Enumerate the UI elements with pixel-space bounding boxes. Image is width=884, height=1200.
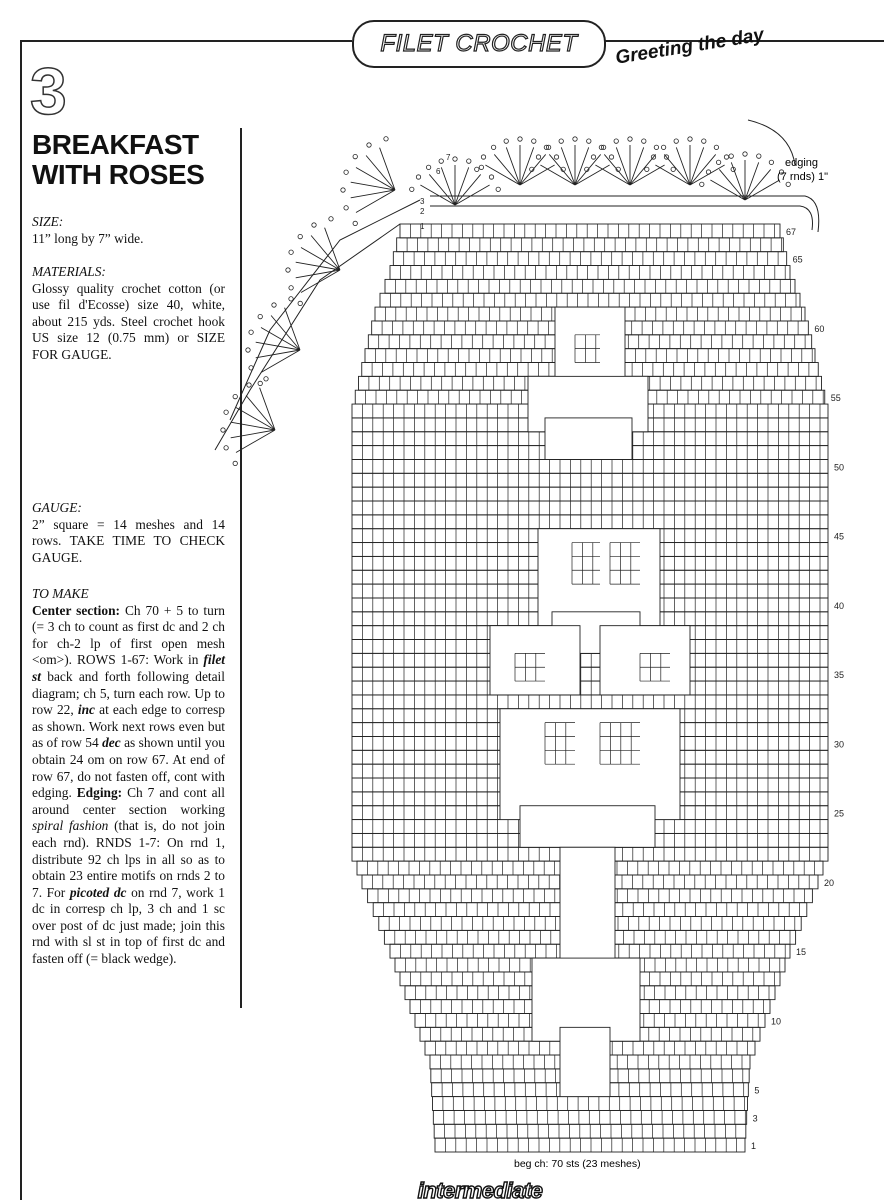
row-label: 45 — [834, 531, 845, 542]
edging-round — [430, 206, 813, 230]
picot-dot — [642, 139, 646, 143]
mesh-stitches — [407, 238, 781, 252]
mesh-row — [385, 279, 795, 293]
round-label: 3 — [420, 197, 425, 206]
picot-dot — [258, 314, 262, 318]
picot-dot — [628, 137, 632, 141]
picot-dot — [272, 303, 276, 307]
picot-dot — [573, 137, 577, 141]
mesh-stitches — [362, 653, 820, 667]
picot-dot — [453, 157, 457, 161]
mesh-stitches — [395, 279, 790, 293]
round-label: 6 — [436, 167, 441, 176]
title-line-2: WITH ROSES — [32, 159, 205, 190]
mesh-row — [352, 501, 828, 515]
picot-dot — [289, 250, 293, 254]
row-label: 60 — [814, 323, 825, 334]
motif-solid-block — [600, 626, 690, 695]
mesh-stitches — [444, 1110, 746, 1124]
mesh-stitches — [390, 293, 796, 307]
picot-dot — [536, 155, 540, 159]
skill-level-badge: intermediate — [417, 1178, 543, 1200]
picot-dot — [479, 165, 483, 169]
picot-dot — [246, 348, 250, 352]
mesh-stitches — [362, 695, 820, 709]
picot-dot — [661, 145, 665, 149]
row-labels — [751, 227, 844, 1151]
edging-fan — [485, 145, 554, 185]
picot-dot — [249, 366, 253, 370]
picot-dot — [353, 221, 357, 225]
mesh-stitches — [362, 515, 820, 529]
gauge-heading: GAUGE: — [32, 500, 82, 515]
beg-ch-label: beg ch: 70 sts (23 meshes) — [514, 1158, 641, 1170]
picot-dot — [743, 152, 747, 156]
mesh-row — [352, 487, 828, 501]
mesh-stitches — [445, 1138, 736, 1152]
gauge-text: 2” square = 14 meshes and 14 rows. TAKE TIME TO CHECK GAUGE. — [32, 516, 225, 565]
picot-dot — [286, 268, 290, 272]
section-tab-label: FILET CROCHET — [380, 30, 578, 57]
mesh-stitches — [404, 252, 778, 266]
edging-text-2: (that is, do not join each rnd). RNDS 1-7: On rnd 1, distribute 92 ch lps in all so as to obtain 23 entire motifs on rnds 2 to 7. For — [32, 818, 225, 900]
mesh-stitches — [362, 501, 820, 515]
mesh-stitches — [362, 473, 820, 487]
mesh-row — [433, 1097, 748, 1111]
picot-dot — [671, 167, 675, 171]
picot-dot — [224, 446, 228, 450]
mesh-stitches — [362, 681, 820, 695]
picot-dot — [716, 160, 720, 164]
picot-dot — [258, 381, 262, 385]
picot-dot — [688, 137, 692, 141]
motif-solid-block — [560, 1027, 610, 1096]
motif-solid-block — [545, 418, 632, 460]
row-label: 3 — [752, 1113, 758, 1124]
picot-dot — [416, 175, 420, 179]
picot-dot — [518, 137, 522, 141]
round-label: 2 — [420, 207, 425, 216]
picot-dot — [769, 160, 773, 164]
picot-dot — [367, 143, 371, 147]
mesh-stitches — [362, 460, 820, 474]
row-label: 35 — [834, 670, 845, 681]
edging-diagram — [215, 137, 819, 466]
edging-fan — [710, 160, 779, 200]
picot-dot — [289, 297, 293, 301]
row-label: 20 — [824, 877, 835, 888]
picot-dot — [554, 155, 558, 159]
picot-dot — [298, 234, 302, 238]
row-label: 30 — [834, 739, 845, 750]
picot-dot — [312, 223, 316, 227]
row-label: 55 — [830, 393, 841, 404]
motif-solid-block — [538, 529, 660, 626]
mesh-row — [435, 1138, 745, 1152]
to-make-heading: TO MAKE — [32, 586, 89, 601]
picot-dot — [249, 330, 253, 334]
edging-text-3: on rnd 7, work 1 dc in corresp ch lp, 3 ch and 1 sc over post of dc just made; join this rnd with sl st in top of first dc and fasten off (= black wedge). — [32, 884, 225, 967]
edging-note-line-1: edging — [785, 157, 819, 169]
mesh-row — [352, 515, 828, 529]
picot-dot — [496, 187, 500, 191]
row-label: 15 — [796, 947, 807, 958]
mesh-row — [390, 266, 790, 280]
picot-dot — [587, 139, 591, 143]
picot-dot — [645, 167, 649, 171]
picot-dot — [559, 139, 563, 143]
picoted-term: picoted dc — [69, 884, 127, 900]
picot-dot — [344, 170, 348, 174]
tagline: Greeting the day — [614, 24, 766, 69]
mesh-row — [352, 459, 828, 473]
mesh-row — [433, 1110, 746, 1124]
materials-text: Glossy quality crochet cotton (or use fil d'Ecosse) size 40, white, about 215 yds. Steel crochet hook US size 12 (0.75 mm) or SIZE FOR GAUGE. — [32, 280, 225, 362]
size-heading: SIZE: — [32, 214, 64, 229]
picot-dot — [353, 154, 357, 158]
round-label: 1 — [420, 222, 425, 231]
picot-dot — [233, 461, 237, 465]
row-label: 65 — [792, 254, 803, 265]
picot-dot — [426, 165, 430, 169]
picot-dot — [410, 187, 414, 191]
picot-dot — [729, 154, 733, 158]
picot-dot — [344, 206, 348, 210]
picot-dot — [532, 139, 536, 143]
picot-dot — [614, 139, 618, 143]
picot-dot — [439, 159, 443, 163]
center-text-4: as shown until you obtain 24 om on row 67. At end of row 67, do not fasten off, cont with edging. — [32, 735, 226, 801]
picot-dot — [481, 155, 485, 159]
mesh-row — [352, 653, 828, 667]
center-text-1: Ch 70 + 5 to turn (= 3 ch to count as first dc and 2 ch for ch-2 lp of first open mesh <om>). ROWS 1-67: Work in — [32, 602, 225, 668]
edging-label: Edging: — [76, 785, 123, 801]
row-label: 25 — [834, 808, 845, 819]
row-label: 40 — [834, 600, 845, 611]
picot-dot — [329, 217, 333, 221]
picot-dot — [609, 155, 613, 159]
edging-note-line-2: (7 rnds) 1" — [777, 171, 828, 183]
picot-dot — [289, 286, 293, 290]
mesh-row — [352, 695, 828, 709]
mesh-stitches — [400, 266, 785, 280]
mesh-row — [380, 293, 800, 307]
edging-fan — [420, 165, 489, 205]
mesh-stitches — [362, 487, 820, 501]
row-label: 5 — [754, 1085, 760, 1096]
title-line-1: BREAKFAST — [32, 129, 199, 160]
picot-dot — [504, 139, 508, 143]
picot-dot — [706, 170, 710, 174]
picot-dot — [341, 188, 345, 192]
edging-round — [230, 200, 420, 420]
picot-dot — [714, 145, 718, 149]
row-label: 67 — [786, 226, 797, 237]
edging-fan — [540, 145, 609, 185]
center-section-label: Center section: — [32, 602, 120, 618]
picot-dot — [591, 155, 595, 159]
picot-dot — [724, 155, 728, 159]
pattern-number: 3 — [30, 54, 67, 128]
mesh-stitches — [410, 224, 774, 238]
picot-dot — [247, 383, 251, 387]
spiral-term: spiral fashion — [32, 818, 109, 834]
inc-term: inc — [77, 702, 95, 718]
mesh-stitches — [443, 1097, 745, 1111]
edging-round — [430, 196, 819, 232]
picot-dot — [491, 145, 495, 149]
picot-dot — [233, 394, 237, 398]
picot-dot — [298, 301, 302, 305]
motif-solid-block — [500, 709, 680, 820]
picot-dot — [384, 137, 388, 141]
row-label: 50 — [834, 462, 845, 473]
row-label: 1 — [751, 1141, 757, 1152]
edging-fan — [655, 145, 724, 185]
materials-heading: MATERIALS: — [32, 264, 106, 279]
edging-round — [215, 224, 400, 450]
picot-dot — [757, 154, 761, 158]
row-label: 10 — [771, 1016, 782, 1027]
mesh-row — [393, 252, 786, 266]
picot-dot — [674, 139, 678, 143]
mesh-row — [397, 238, 784, 252]
picot-dot — [489, 175, 493, 179]
size-text: 11” long by 7” wide. — [32, 230, 144, 246]
mesh-row — [352, 473, 828, 487]
mesh-row — [400, 224, 780, 238]
picot-dot — [702, 139, 706, 143]
center-text-2: back and forth following detail diagram; ch 5, turn each row. Up to row 22, — [32, 668, 225, 718]
picot-dot — [224, 410, 228, 414]
picot-dot — [221, 428, 225, 432]
mesh-stitches — [362, 667, 820, 681]
edging-fan — [595, 145, 664, 185]
picot-dot — [467, 159, 471, 163]
picot-dot — [700, 182, 704, 186]
round-label: 7 — [446, 153, 451, 162]
dec-term: dec — [102, 735, 121, 751]
motif-solid-block — [520, 806, 655, 848]
picot-dot — [654, 145, 658, 149]
mesh-row — [352, 667, 828, 681]
filet-st-term: filet st — [32, 652, 225, 684]
mesh-stitches — [445, 1124, 736, 1138]
picot-dot — [475, 167, 479, 171]
center-text-3: at each edge to corresp as shown. Work next rows even but as of row 54 — [32, 702, 225, 751]
motif-solid-block — [490, 626, 580, 695]
mesh-row — [352, 681, 828, 695]
edging-text-1: Ch 7 and cont all around center section working — [32, 785, 225, 817]
picot-dot — [264, 377, 268, 381]
